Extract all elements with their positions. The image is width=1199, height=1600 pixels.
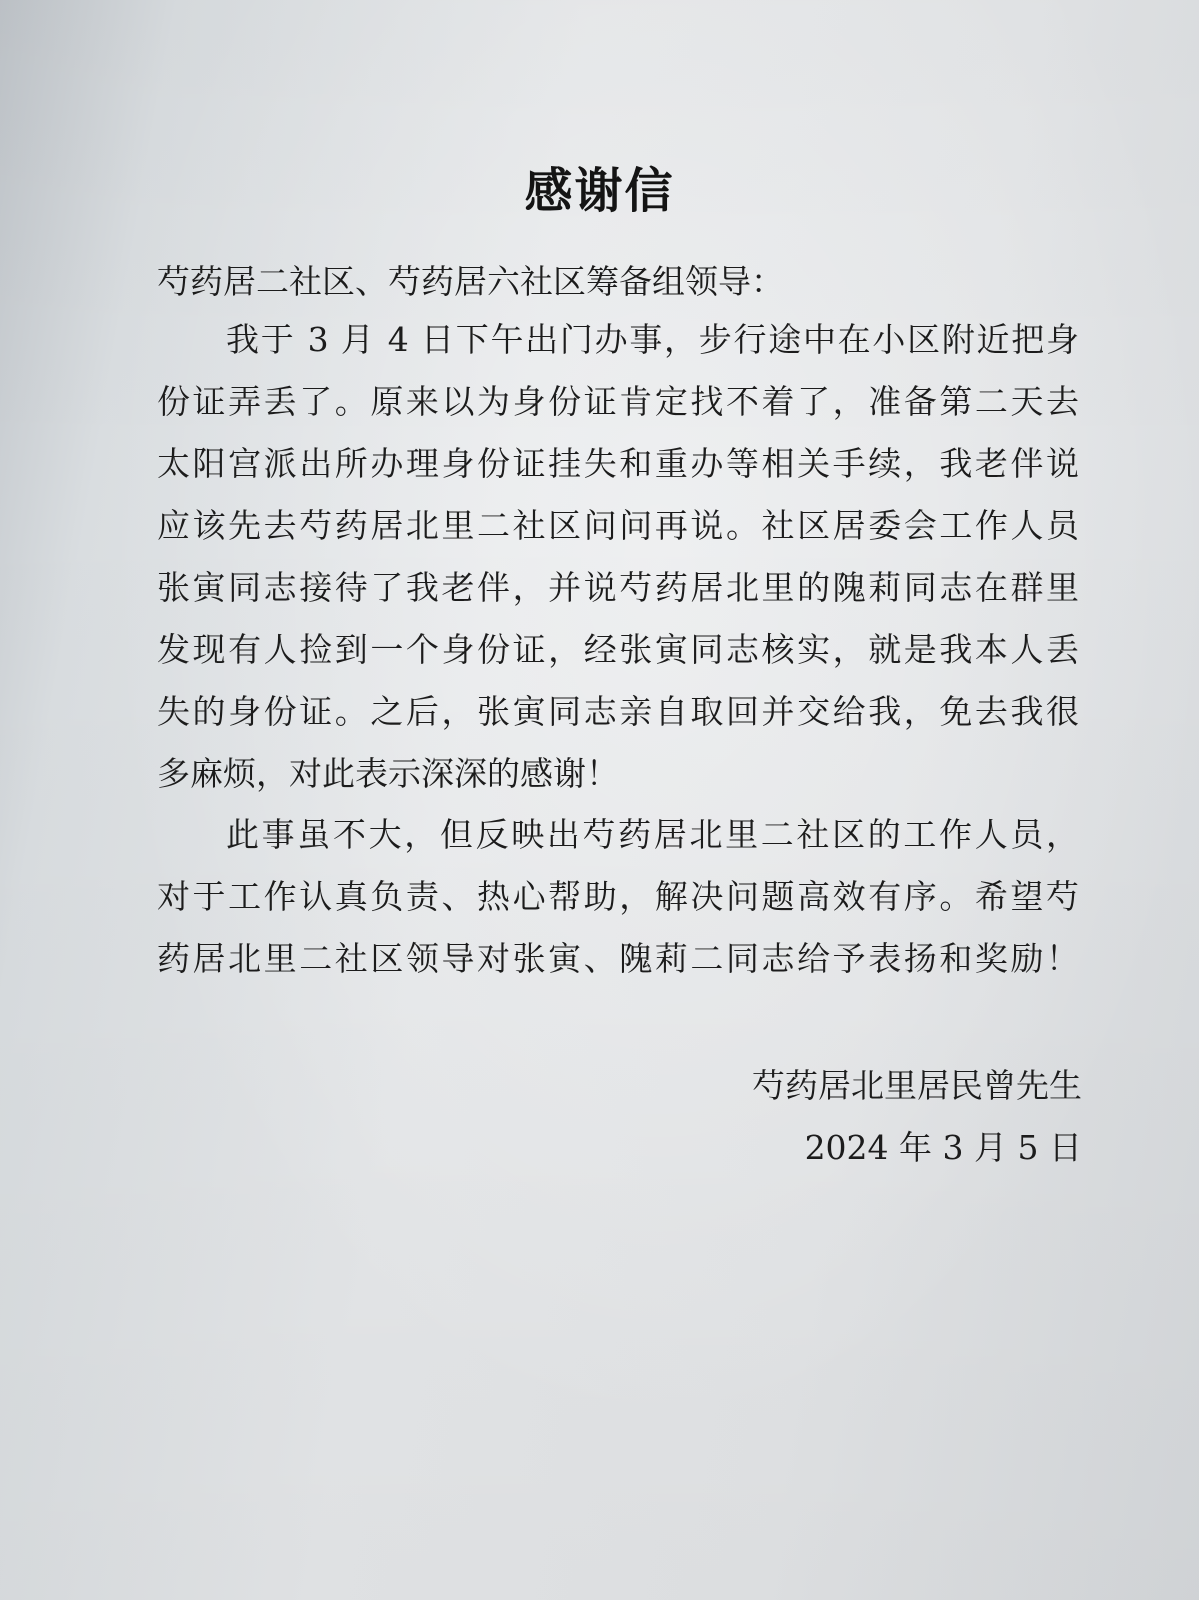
paragraph1-line: 多麻烦，对此表示深深的感谢！	[157, 754, 619, 793]
paragraph1-line: 应该先去芍药居北里二社区问问再说。社区居委会工作人员	[157, 506, 1079, 545]
paragraph1-line: 发现有人捡到一个身份证，经张寅同志核实，就是我本人丢	[157, 630, 1079, 669]
paragraph1-line: 太阳宫派出所办理身份证挂失和重办等相关手续，我老伴说	[157, 444, 1079, 483]
paragraph2-line: 对于工作认真负责、热心帮助，解决问题高效有序。希望芍	[157, 877, 1079, 916]
paragraph2-line: 此事虽不大，但反映出芍药居北里二社区的工作人员，	[226, 815, 1079, 854]
signature: 芍药居北里居民曾先生	[752, 1066, 1082, 1105]
paragraph1-line: 份证弄丢了。原来以为身份证肯定找不着了，准备第二天去	[157, 382, 1079, 421]
paragraph2-line: 药居北里二社区领导对张寅、隗莉二同志给予表扬和奖励！	[157, 939, 1079, 978]
salutation: 芍药居二社区、芍药居六社区筹备组领导：	[157, 262, 784, 301]
paragraph1-line: 失的身份证。之后，张寅同志亲自取回并交给我，免去我很	[157, 692, 1079, 731]
letter-date: 2024 年 3 月 5 日	[804, 1128, 1082, 1167]
paragraph1-line: 张寅同志接待了我老伴，并说芍药居北里的隗莉同志在群里	[157, 568, 1079, 607]
letter-title: 感谢信	[524, 163, 675, 219]
paragraph1-line: 我于 3 月 4 日下午出门办事，步行途中在小区附近把身	[226, 320, 1079, 359]
